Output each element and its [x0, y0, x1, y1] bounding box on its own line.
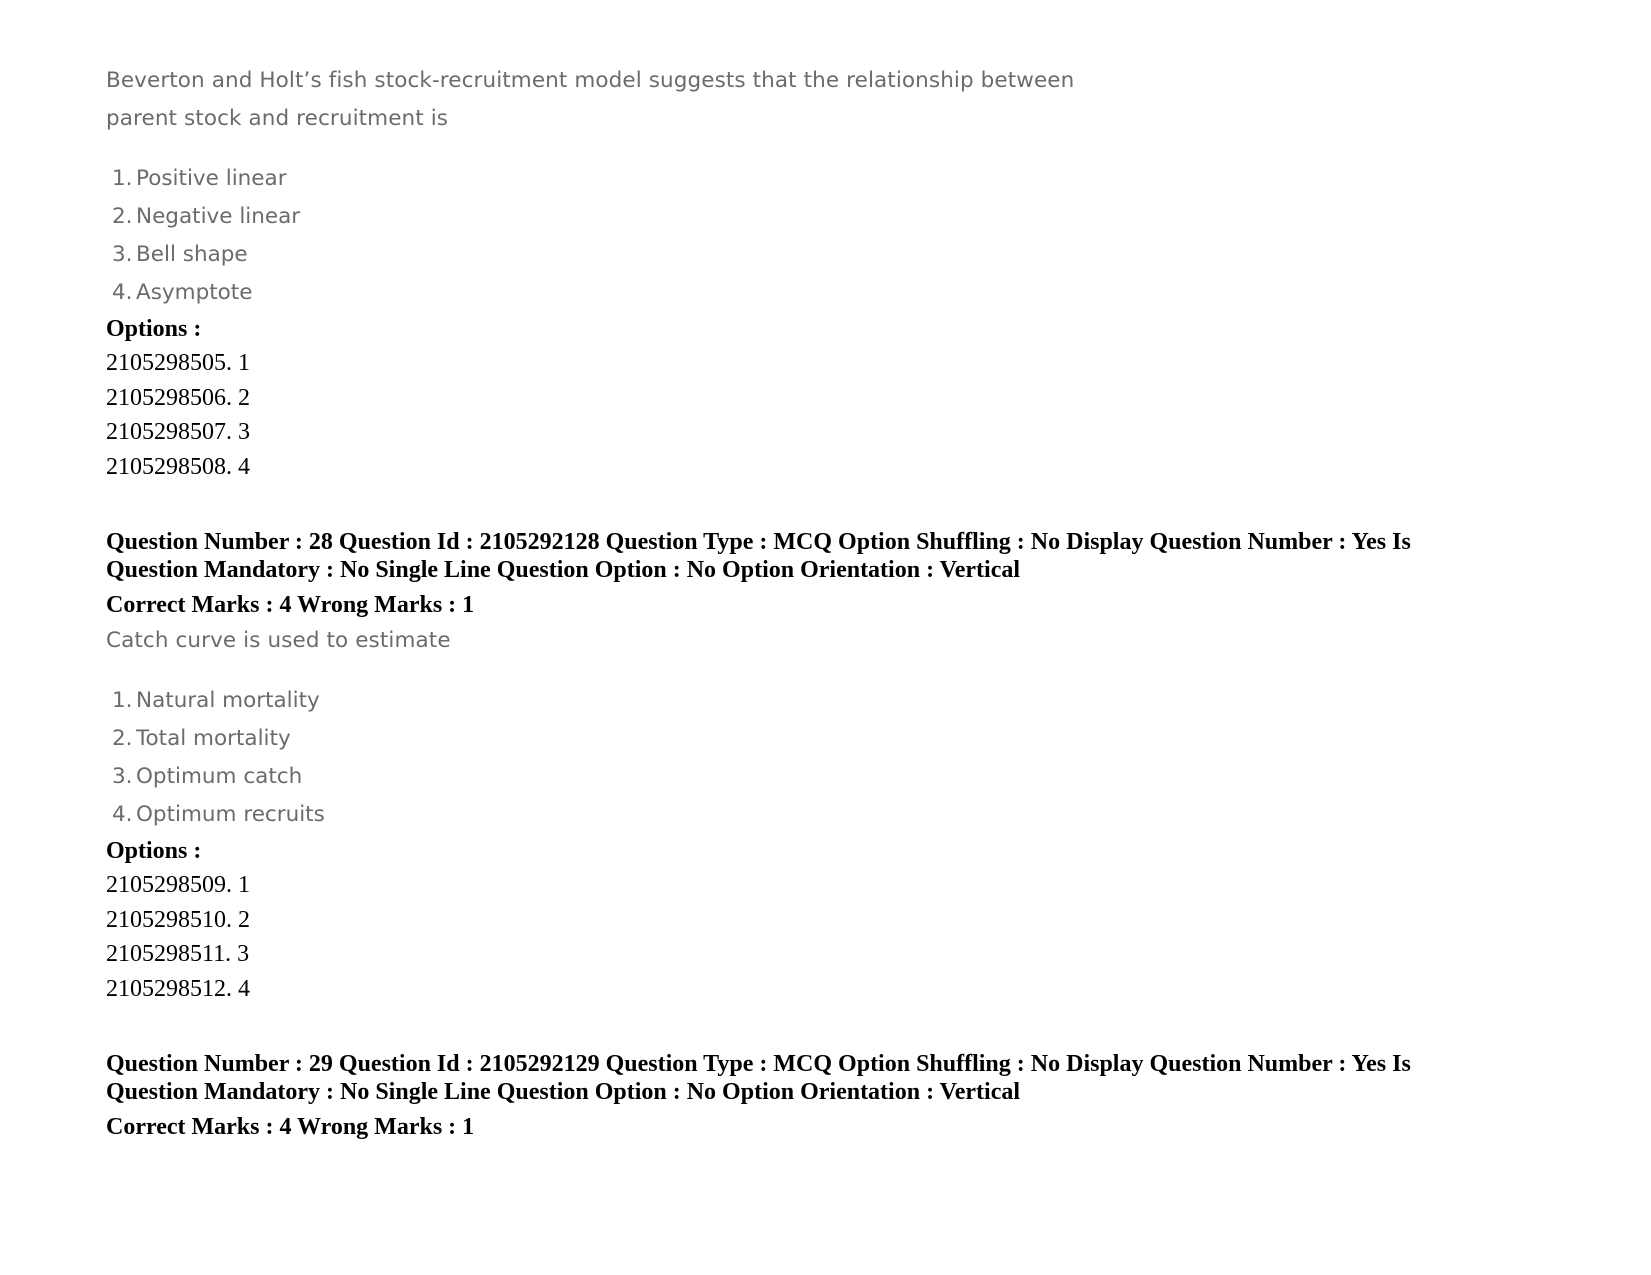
question-text-line: Beverton and Holt’s fish stock-recruitment model suggests that the relationship between — [106, 68, 1075, 93]
question-28-block — [106, 528, 1556, 1006]
choice-item — [106, 160, 1556, 198]
choice-label: Optimum catch — [136, 764, 303, 789]
question-27-block — [106, 62, 1556, 484]
choice-number: 2. — [112, 726, 133, 751]
document-page — [106, 62, 1556, 1144]
choice-number: 2. — [112, 204, 133, 229]
choice-item — [106, 720, 1556, 758]
question-28-text — [106, 622, 1556, 660]
choice-number: 3. — [112, 764, 133, 789]
options-heading: Options : — [106, 838, 202, 864]
choice-label: Natural mortality — [136, 688, 320, 713]
option-line: 2105298507. 3 — [106, 419, 250, 445]
choice-item — [106, 198, 1556, 236]
options-list — [106, 868, 1556, 1006]
question-text-line: parent stock and recruitment is — [106, 106, 449, 131]
choice-item — [106, 274, 1556, 312]
choice-number: 3. — [112, 242, 133, 267]
option-line: 2105298512. 4 — [106, 975, 250, 1002]
choice-number: 4. — [112, 280, 133, 305]
choice-item — [106, 758, 1556, 796]
question-29-marks: Correct Marks : 4 Wrong Marks : 1 — [106, 1114, 475, 1140]
choice-item — [106, 682, 1556, 720]
option-line: 2105298511. 3 — [106, 941, 250, 967]
question-27-text — [106, 62, 1556, 138]
meta-line: Question Mandatory : No Single Line Question Option : No Option Orientation : Vertical — [106, 557, 1021, 583]
question-28-meta — [106, 528, 1556, 584]
option-line: 2105298509. 1 — [106, 872, 250, 898]
question-27-choices — [106, 160, 1556, 312]
question-28-marks: Correct Marks : 4 Wrong Marks : 1 — [106, 592, 475, 618]
meta-line: Question Number : 29 Question Id : 2105292129 Question Type : MCQ Option Shuffling : No Display Question Number : Yes Is — [106, 1051, 1411, 1077]
meta-line: Question Number : 28 Question Id : 2105292128 Question Type : MCQ Option Shuffling : No Display Question Number : Yes Is — [106, 529, 1411, 555]
choice-label: Optimum recruits — [136, 802, 325, 827]
choice-label: Negative linear — [136, 204, 301, 229]
question-29-meta — [106, 1050, 1556, 1106]
choice-number: 1. — [112, 166, 133, 191]
choice-label: Positive linear — [136, 166, 287, 191]
option-line: 2105298510. 2 — [106, 906, 250, 933]
choice-number: 4. — [112, 802, 133, 827]
option-line: 2105298505. 1 — [106, 350, 250, 376]
choice-label: Total mortality — [136, 726, 291, 751]
choice-number: 1. — [112, 688, 133, 713]
question-29-block — [106, 1050, 1556, 1144]
choice-label: Bell shape — [136, 242, 248, 267]
question-text-line: Catch curve is used to estimate — [106, 628, 451, 653]
choice-item — [106, 796, 1556, 834]
choice-item — [106, 236, 1556, 274]
option-line: 2105298506. 2 — [106, 384, 250, 411]
options-list — [106, 346, 1556, 484]
option-line: 2105298508. 4 — [106, 453, 250, 480]
options-heading: Options : — [106, 316, 202, 342]
choice-label: Asymptote — [136, 280, 253, 305]
meta-line: Question Mandatory : No Single Line Question Option : No Option Orientation : Vertical — [106, 1079, 1021, 1105]
question-28-choices — [106, 682, 1556, 834]
